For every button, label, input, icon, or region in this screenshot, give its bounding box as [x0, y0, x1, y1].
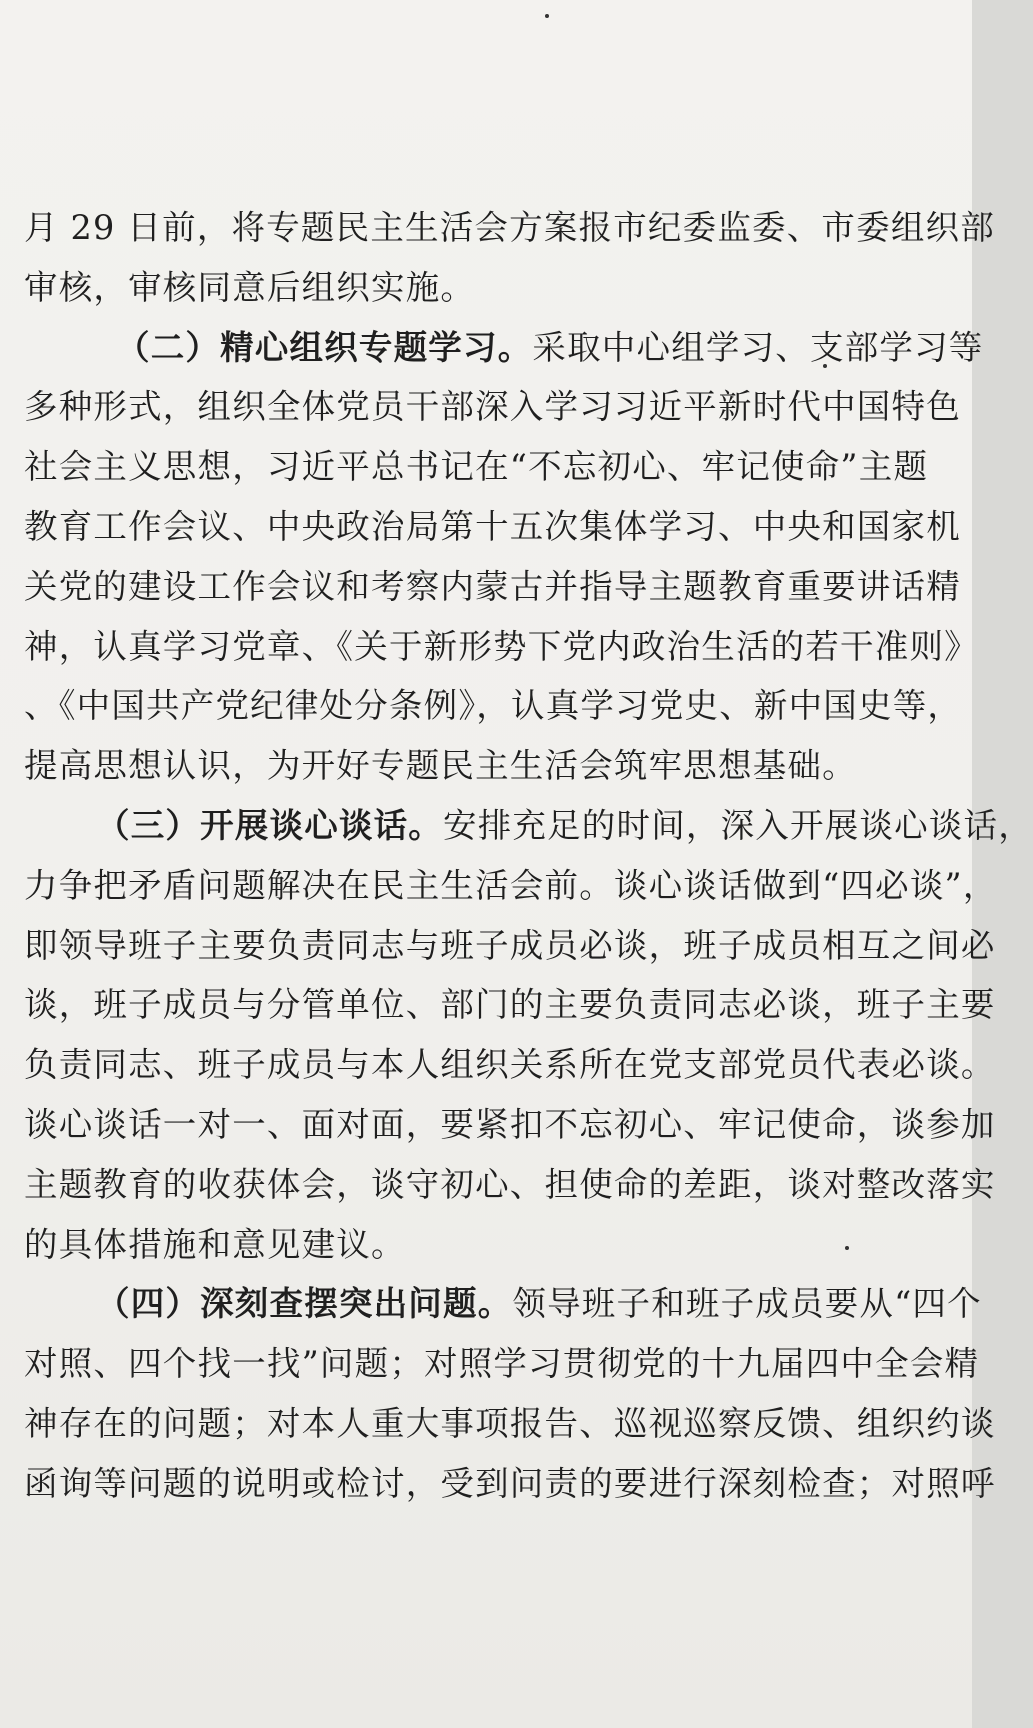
text-line: 教育工作会议、中央政治局第十五次集体学习、中央和国家机 — [24, 506, 961, 546]
text-line: 社会主义思想，习近平总书记在“不忘初心、牢记使命”主题 — [24, 447, 929, 487]
text-line: 谈心谈话一对一、面对面，要紧扣不忘初心、牢记使命，谈参加 — [24, 1104, 996, 1144]
ink-dot — [545, 14, 549, 18]
text-line: 关党的建设工作会议和考察内蒙古并指导主题教育重要讲话精 — [24, 566, 961, 606]
text-line: 月 29 日前，将专题民主生活会方案报市纪委监委、市委组织部 — [24, 208, 995, 247]
text-line: 函询等问题的说明或检讨，受到问责的要进行深刻检查；对照呼 — [24, 1463, 996, 1503]
text-line: 、《中国共产党纪律处分条例》，认真学习党史、新中国史等， — [24, 686, 963, 726]
text-line: 即领导班子主要负责同志与班子成员必谈，班子成员相互之间必 — [24, 925, 996, 965]
text-line: 审核，审核同意后组织实施。 — [24, 267, 476, 307]
section-heading: （二）精心组织专题学习。 — [116, 327, 533, 367]
section-heading: （四）深刻查摆突出问题。 — [96, 1284, 513, 1324]
text-line: 谈，班子成员与分管单位、部门的主要负责同志必谈，班子主要 — [24, 985, 996, 1025]
section-heading-line — [24, 1274, 982, 1334]
text-run: 安排充足的时间，深入开展谈心谈话， — [443, 805, 1033, 845]
text-line: 力争把矛盾问题解决在民主生活会前。谈心谈话做到“四必谈”， — [24, 865, 998, 905]
text-run: 采取中心组学习、支部学习等 — [532, 327, 984, 367]
text-line: 神，认真学习党章、《关于新形势下党内政治生活的若干准则》 — [24, 626, 979, 666]
text-line: 的具体措施和意见建议。 — [24, 1224, 406, 1264]
text-line: 负责同志、班子成员与本人组织关系所在党支部党员代表必谈。 — [24, 1045, 996, 1085]
section-heading-line — [24, 318, 984, 378]
body-text — [24, 198, 1033, 1514]
section-heading: （三）开展谈心谈话。 — [96, 805, 443, 845]
text-line: 提高思想认识，为开好专题民主生活会筑牢思想基础。 — [24, 746, 857, 786]
section-heading-line — [24, 796, 1033, 856]
text-run: 领导班子和班子成员要从“四个 — [512, 1284, 982, 1324]
text-line: 主题教育的收获体会，谈守初心、担使命的差距，谈对整改落实 — [24, 1164, 996, 1204]
text-line: 神存在的问题；对本人重大事项报告、巡视巡察反馈、组织约谈 — [24, 1403, 996, 1443]
text-line: 对照、四个找一找”问题；对照学习贯彻党的十九届四中全会精 — [24, 1344, 980, 1384]
text-line: 多种形式，组织全体党员干部深入学习习近平新时代中国特色 — [24, 387, 961, 427]
